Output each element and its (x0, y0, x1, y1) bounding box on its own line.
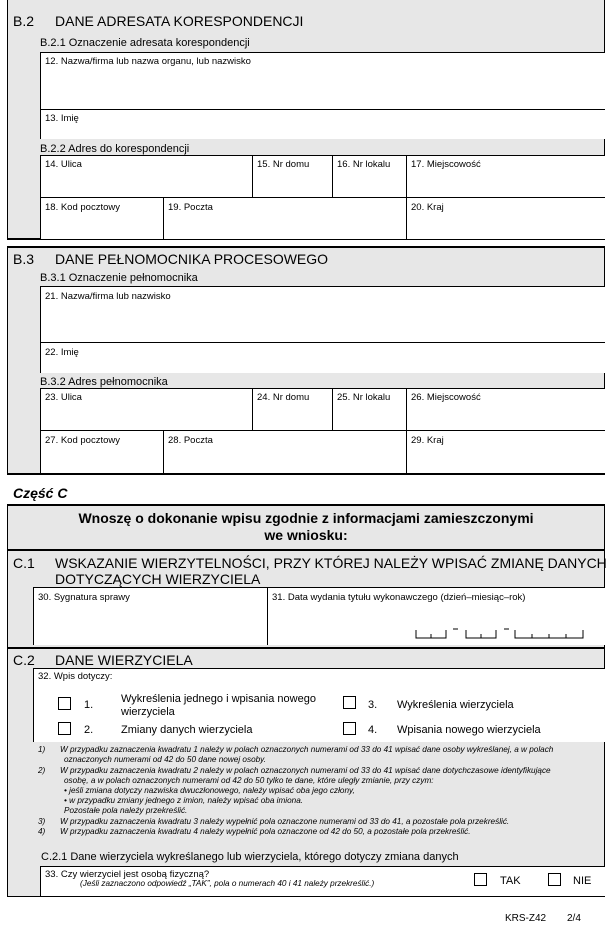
option-2-label: Zmiany danych wierzyciela (121, 724, 253, 736)
note-4-text: W przypadku zaznaczenia kwadratu 4 należy wypełnić pola oznaczone od 42 do 50, a pozostałe pola przekreślić. (60, 827, 471, 836)
section-b2-number: B.2 (13, 13, 35, 29)
part-c-top-border (7, 504, 605, 506)
subsection-b22-heading: B.2.2 Adres do korespondencji (40, 143, 190, 155)
option-4-checkbox[interactable] (343, 722, 356, 735)
section-b3-bottom-border (7, 473, 605, 475)
field-28-label: 28. Poczta (168, 435, 213, 446)
field-17-label: 17. Miejscowość (411, 159, 481, 170)
note-2-number: 2) (38, 766, 46, 775)
section-c2-number: C.2 (13, 652, 35, 668)
note-1-text: W przypadku zaznaczenia kwadratu 1 należy w polach oznaczonych numerami od 33 do 41 wpisać dane osoby wykreślanej, a w polach (60, 745, 554, 754)
section-c2-top-border (7, 647, 605, 649)
field-13[interactable] (40, 109, 605, 139)
option-1-checkbox[interactable] (58, 697, 71, 710)
option-2-checkbox[interactable] (58, 722, 71, 735)
option-1-label-line2: wierzyciela (121, 706, 175, 718)
field-16-label: 16. Nr lokalu (337, 159, 391, 170)
field-12-label: 12. Nazwa/firma lub nazwa organu, lub nazwisko (45, 56, 251, 67)
section-b2-title: DANE ADRESATA KORESPONDENCJI (55, 13, 304, 29)
request-statement-line2: we wniosku: (264, 527, 348, 543)
request-statement-line1: Wnoszę o dokonanie wpisu zgodnie z informacjami zamieszczonymi (78, 510, 534, 526)
option-1-number: 1. (84, 699, 94, 711)
note-2-bullet-1: • jeśli zmiana dotyczy nazwiska dwuczłonowego, należy wpisać oba jego człony, (64, 786, 355, 795)
section-c2-title: DANE WIERZYCIELA (55, 652, 193, 668)
option-4-label: Wpisania nowego wierzyciela (397, 724, 541, 736)
tak-checkbox[interactable] (474, 873, 487, 886)
note-1-number: 1) (38, 745, 46, 754)
page-number: 2/4 (567, 913, 581, 924)
section-b3-title: DANE PEŁNOMOCNIKA PROCESOWEGO (55, 251, 329, 267)
field-32-label: 32. Wpis dotyczy: (38, 671, 113, 682)
option-3-label: Wykreślenia wierzyciela (397, 699, 514, 711)
field-27-label: 27. Kod pocztowy (45, 435, 120, 446)
field-15-label: 15. Nr domu (257, 159, 310, 170)
option-2-number: 2. (84, 724, 94, 736)
section-c1-number: C.1 (13, 555, 35, 571)
field-29-label: 29. Kraj (411, 435, 444, 446)
note-2-tail: Pozostałe pola należy przekreślić. (64, 806, 188, 815)
note-4-number: 4) (38, 827, 46, 836)
section-c1-title-line1: WSKAZANIE WIERZYTELNOŚCI, PRZY KTÓREJ NALEŻY WPISAĆ ZMIANĘ DANYCH (55, 555, 607, 571)
note-2-text: W przypadku zaznaczenia kwadratu 2 należy w polach oznaczonych numerami od 33 do 41 wpisać dane dotychczasowe identyfikujące (60, 766, 551, 775)
option-3-number: 3. (368, 699, 378, 711)
field-13-label: 13. Imię (45, 113, 79, 124)
nie-label: NIE (573, 875, 592, 887)
note-1-text-cont: oznaczonych numerami od 42 do 50 dane nowej osoby. (64, 755, 266, 764)
subsection-c21-heading: C.2.1 Dane wierzyciela wykreślanego lub wierzyciela, którego dotyczy zmiana danych (41, 851, 459, 863)
option-1-label (121, 693, 316, 719)
subsection-b21-heading: B.2.1 Oznaczenie adresata korespondencji (40, 37, 250, 49)
field-19-label: 19. Poczta (168, 202, 213, 213)
option-1-label-line1: Wykreślenia jednego i wpisania nowego (121, 693, 316, 705)
field-25-label: 25. Nr lokalu (337, 392, 391, 403)
field-14-label: 14. Ulica (45, 159, 82, 170)
request-statement (7, 510, 605, 544)
field-18-label: 18. Kod pocztowy (45, 202, 120, 213)
option-3-checkbox[interactable] (343, 696, 356, 709)
field-33-label: 33. Czy wierzyciel jest osobą fizyczną? (45, 869, 210, 880)
option-4-number: 4. (368, 724, 378, 736)
note-3-number: 3) (38, 817, 46, 826)
note-3-text: W przypadku zaznaczenia kwadratu 3 należy wypełnić pola oznaczone numerami od 33 do 41, a pozostałe pola przekreślić. (60, 817, 510, 826)
subsection-b32-heading: B.3.2 Adres pełnomocnika (40, 376, 168, 388)
field-31-label: 31. Data wydania tytułu wykonawczego (dzień–miesiąc–rok) (272, 592, 526, 603)
field-30-label: 30. Sygnatura sprawy (38, 592, 130, 603)
section-b3-top-border (7, 246, 605, 248)
field-24-label: 24. Nr domu (257, 392, 310, 403)
field-33-note: (Jeśli zaznaczono odpowiedź „TAK”, pola o numerach 40 i 41 należy przekreślić.) (80, 879, 375, 888)
section-c1-top-border (7, 549, 605, 551)
field-20-label: 20. Kraj (411, 202, 444, 213)
section-c1-title-line2: DOTYCZĄCYCH WIERZYCIELA (55, 571, 261, 587)
field-21-label: 21. Nazwa/firma lub nazwisko (45, 291, 171, 302)
field-26-label: 26. Miejscowość (411, 392, 481, 403)
section-c1-title (55, 555, 607, 587)
section-b3-number: B.3 (13, 251, 35, 267)
tak-label: TAK (500, 875, 521, 887)
form-code: KRS-Z42 (505, 913, 547, 924)
part-c-heading: Część C (13, 485, 68, 501)
date-entry-boxes[interactable] (410, 618, 590, 642)
field-23-label: 23. Ulica (45, 392, 82, 403)
field-22-label: 22. Imię (45, 347, 79, 358)
note-2-text-cont: osobę, a w polach oznaczonych numerami od 42 do 50 tylko te dane, które uległy zmianie, przy czym: (64, 776, 434, 785)
subsection-b31-heading: B.3.1 Oznaczenie pełnomocnika (40, 272, 198, 284)
nie-checkbox[interactable] (548, 873, 561, 886)
field-22[interactable] (40, 342, 605, 373)
part-c-bottom-border (7, 896, 605, 897)
note-2-bullet-2: • w przypadku zmiany jednego z imion, należy wpisać oba imiona. (64, 796, 304, 805)
